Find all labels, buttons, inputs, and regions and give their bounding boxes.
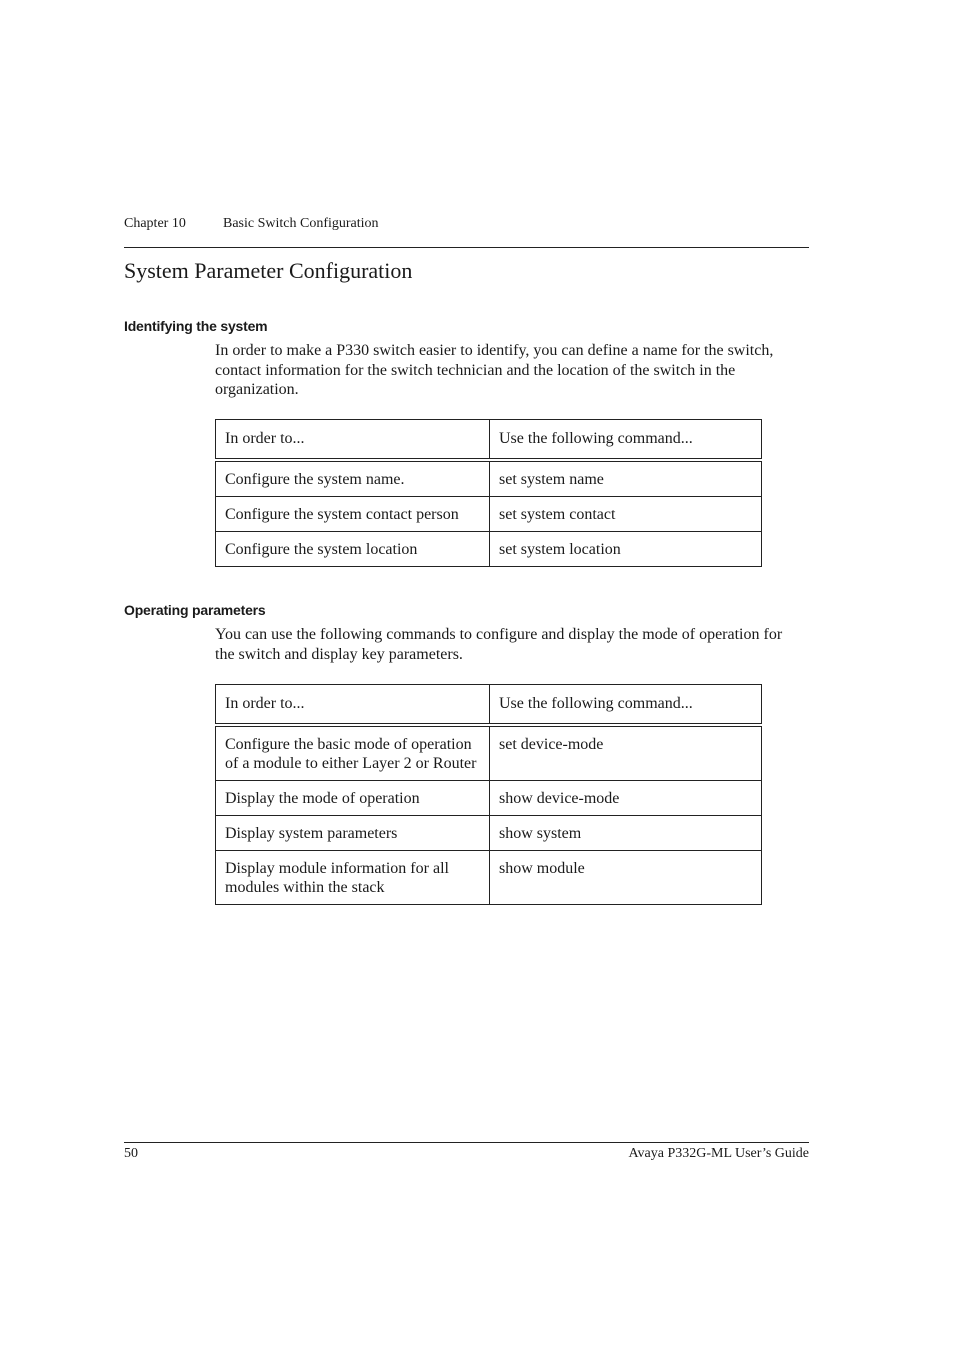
running-header (124, 216, 809, 248)
table-cell-task: Configure the system contact person (216, 497, 490, 532)
guide-title: Avaya P332G-ML User’s Guide (628, 1146, 809, 1161)
table-row (216, 816, 762, 851)
table-cell-task: Display module information for all modules within the stack (216, 851, 490, 905)
chapter-title: Basic Switch Configuration (223, 216, 379, 231)
table-cell-task: Configure the system location (216, 532, 490, 567)
table-cell-command: show system (490, 816, 762, 851)
section-heading-identifying: Identifying the system (124, 318, 268, 334)
table-cell-command: set system contact (490, 497, 762, 532)
table-cell-command: show module (490, 851, 762, 905)
table-row (216, 532, 762, 567)
column-header: Use the following command... (490, 420, 762, 461)
table-row (216, 851, 762, 905)
table-row (216, 460, 762, 497)
column-header: In order to... (216, 420, 490, 461)
column-header: In order to... (216, 685, 490, 726)
table-row (216, 497, 762, 532)
operating-command-table (215, 684, 762, 905)
table-cell-task: Configure the system name. (216, 460, 490, 497)
table-row (216, 781, 762, 816)
table-header-row (216, 420, 762, 461)
table-cell-task: Display the mode of operation (216, 781, 490, 816)
table-cell-task: Configure the basic mode of operation of a module to either Layer 2 or Router (216, 725, 490, 781)
identifying-command-table (215, 419, 762, 567)
page-number: 50 (124, 1146, 138, 1161)
table-cell-command: set system location (490, 532, 762, 567)
column-header: Use the following command... (490, 685, 762, 726)
section-heading-operating: Operating parameters (124, 602, 266, 618)
running-footer (124, 1142, 809, 1161)
table-cell-command: set system name (490, 460, 762, 497)
chapter-number: Chapter 10 (124, 216, 186, 231)
table-cell-command: show device-mode (490, 781, 762, 816)
section-paragraph-operating: You can use the following commands to configure and display the mode of operation for the switch and display key parameters. (215, 626, 783, 663)
table-cell-task: Display system parameters (216, 816, 490, 851)
table-header-row (216, 685, 762, 726)
table-row (216, 725, 762, 781)
section-paragraph-identifying: In order to make a P330 switch easier to identify, you can define a name for the switch, contact information for the switch technician and the location of the switch in the organization. (215, 342, 774, 398)
page-title: System Parameter Configuration (124, 258, 413, 283)
table-cell-command: set device-mode (490, 725, 762, 781)
